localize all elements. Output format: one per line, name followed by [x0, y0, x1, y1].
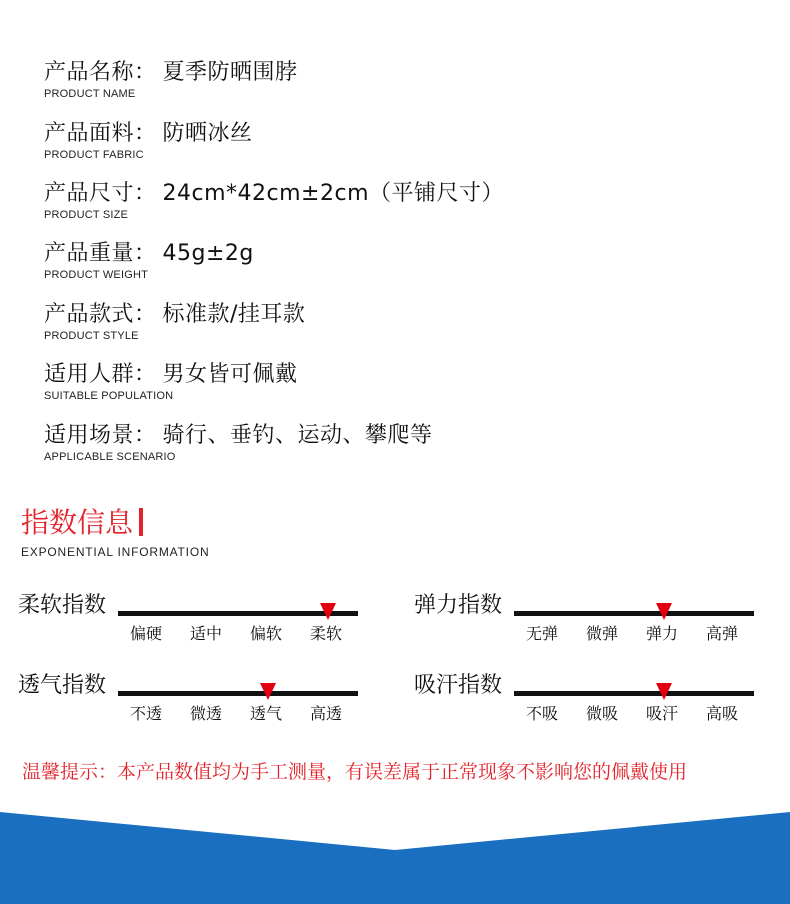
spec-label-en: PRODUCT WEIGHT: [44, 269, 149, 281]
gauge-level: 不透: [129, 704, 163, 723]
triangle-marker-icon: [656, 683, 672, 700]
gauge-sweat-absorption: [414, 672, 774, 732]
gauge-track: [118, 691, 358, 696]
gauge-name: 透气指数: [18, 673, 107, 698]
gauge-level: 不吸: [525, 704, 559, 723]
gauge-levels: [118, 704, 358, 726]
spec-label: 产品款式：: [44, 302, 157, 327]
gauge-name: 吸汗指数: [414, 673, 503, 698]
gauge-name: 柔软指数: [18, 593, 107, 618]
spec-label: 产品重量：: [44, 241, 157, 266]
gauge-breathability: [18, 672, 378, 732]
spec-row-size: [44, 181, 504, 222]
spec-label-en: APPLICABLE SCENARIO: [44, 451, 176, 463]
blue-band-decoration: [0, 812, 790, 904]
gauge-level: 无弹: [525, 624, 559, 643]
gauge-level: 高弹: [705, 624, 739, 643]
gauge-softness: [18, 592, 378, 652]
gauge-level: 微透: [189, 704, 223, 723]
spec-label-en: PRODUCT NAME: [44, 88, 136, 100]
section-title-text: 指数信息: [21, 506, 134, 539]
spec-label: 适用场景：: [44, 423, 157, 448]
gauge-track: [514, 611, 754, 616]
triangle-marker-icon: [320, 603, 336, 620]
blue-band-shape: [0, 812, 790, 904]
spec-row-population: [44, 362, 298, 403]
spec-label: 产品名称：: [44, 60, 157, 85]
gauge-level: 偏软: [249, 624, 283, 643]
gauge-level: 微弹: [585, 624, 619, 643]
gauge-level: 透气: [249, 704, 283, 723]
spec-label-en: SUITABLE POPULATION: [44, 390, 174, 402]
triangle-marker-icon: [260, 683, 276, 700]
gauge-level: 微吸: [585, 704, 619, 723]
gauge-level: 弹力: [645, 624, 679, 643]
spec-row-weight: [44, 241, 254, 282]
spec-value: 夏季防晒围脖: [162, 60, 298, 85]
spec-value: 24cm*42cm±2cm（平铺尺寸）: [162, 181, 505, 206]
gauge-track: [514, 691, 754, 696]
gauge-level: 高吸: [705, 704, 739, 723]
spec-row-style: [44, 302, 305, 343]
gauge-levels: [514, 704, 754, 726]
spec-label-en: PRODUCT STYLE: [44, 330, 139, 342]
gauge-levels: [514, 624, 754, 646]
spec-value: 45g±2g: [162, 241, 254, 266]
gauge-levels: [118, 624, 358, 646]
gauge-level: 适中: [189, 624, 223, 643]
spec-row-name: [44, 60, 298, 101]
gauge-level: 高透: [309, 704, 343, 723]
spec-label: 产品面料：: [44, 121, 157, 146]
gauge-level: 偏硬: [129, 624, 163, 643]
section-subtitle: EXPONENTIAL INFORMATION: [21, 545, 210, 559]
title-accent-bar: [139, 508, 143, 536]
gauge-name: 弹力指数: [414, 593, 503, 618]
gauge-level: 柔软: [309, 624, 343, 643]
triangle-marker-icon: [656, 603, 672, 620]
spec-value: 防晒冰丝: [162, 121, 253, 146]
spec-row-scenario: [44, 423, 433, 464]
spec-value: 标准款/挂耳款: [162, 302, 306, 327]
spec-label: 适用人群：: [44, 362, 157, 387]
gauge-level: 吸汗: [645, 704, 679, 723]
spec-label-en: PRODUCT FABRIC: [44, 149, 144, 161]
spec-label-en: PRODUCT SIZE: [44, 209, 129, 221]
section-title: [21, 505, 143, 541]
spec-row-fabric: [44, 121, 253, 162]
gauge-elasticity: [414, 592, 774, 652]
spec-label: 产品尺寸：: [44, 181, 157, 206]
measurement-notice: 温馨提示：本产品数值均为手工测量，有误差属于正常现象不影响您的佩戴使用: [22, 761, 688, 783]
spec-value: 骑行、垂钓、运动、攀爬等: [162, 423, 433, 448]
spec-value: 男女皆可佩戴: [162, 362, 298, 387]
